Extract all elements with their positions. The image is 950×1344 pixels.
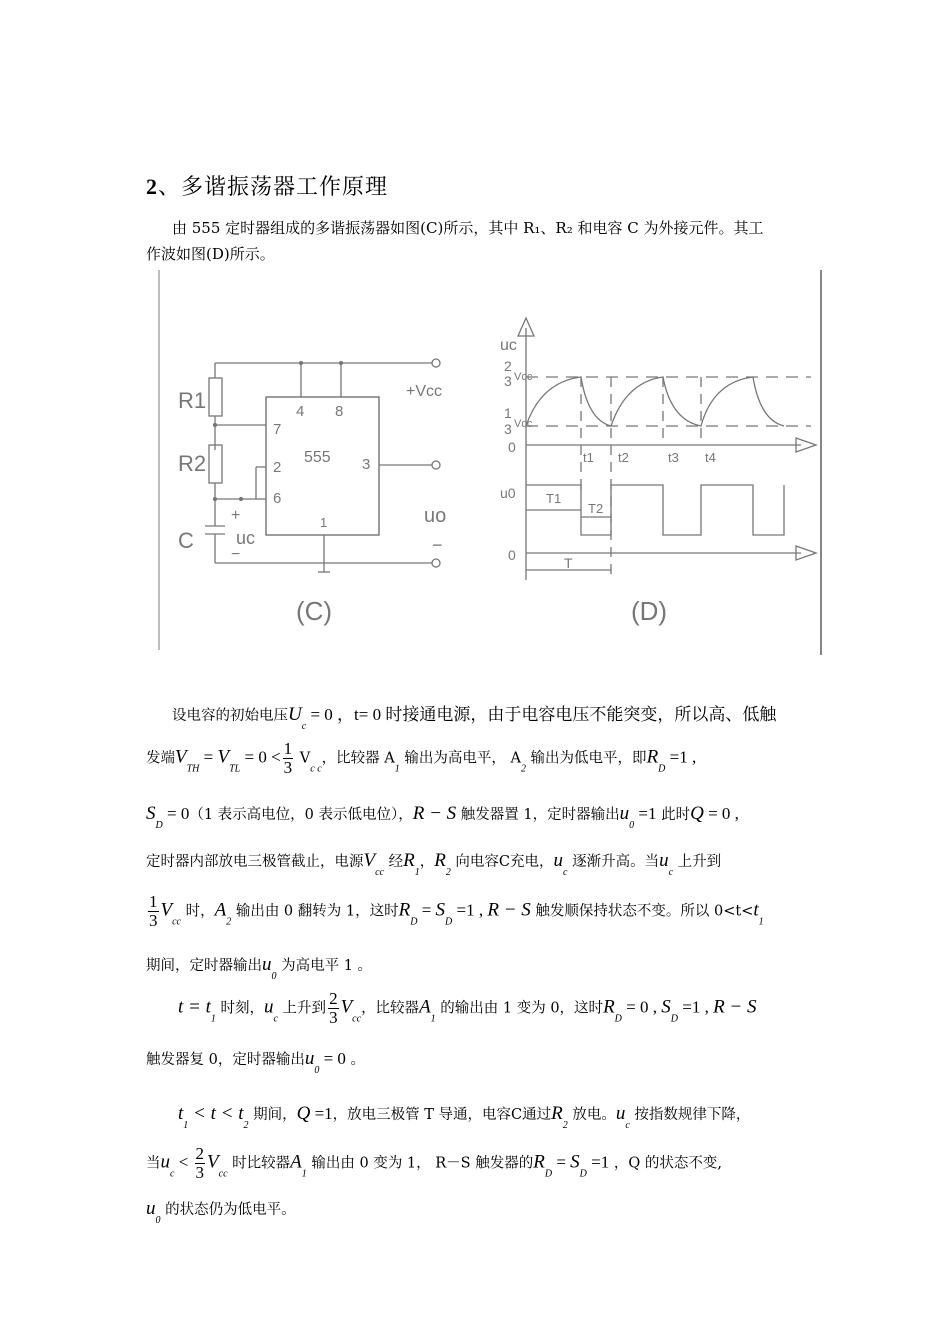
label-t3: t3 [668,450,679,465]
intro-line-2: 作波如图(D)所示。 [146,245,275,263]
body-line-9: $t_1 < t < t_2$ 期间，Q =1，放电三极管 T 导通，电容C通过$R_2$ 放电。$u_c$ 按指数规律下降， [178,1103,751,1131]
pin-6: 6 [273,490,282,507]
label-t1: t1 [583,450,594,465]
label-one: 1 [504,405,512,421]
body-line-8: 触发器复 0，定时器输出$u_0 = 0$ 。 [146,1048,366,1076]
body-line-11: $u_0$ 的状态仍为低电平。 [146,1198,296,1226]
body-line-2: 发端$V_{TH} = V_{TL} = 0$ < $\frac{1}{3}$ $V_{c c}$，比较器 $A_1$ 输出为高电平， $A_2$ 输出为低电平，即$R_D =1$ , [146,739,697,777]
label-zero-2: 0 [508,547,516,563]
label-r2: R2 [178,451,207,476]
body-line-7: $t = t_1$ 时刻，$u_c$ 上升到 $\frac{2}{3}$ $V_{cc}$，比较器$A_1$ 的输出由 1 变为 0，这时$R_D = 0$ , $S_D =1$ , R − S [178,989,757,1027]
intro-line-1: 由 555 定时器组成的多谐振荡器如图(C)所示，其中 R₁、R₂ 和电容 C 为外接元件。其工 [172,219,764,237]
pin-8: 8 [335,403,344,420]
body-line-6: 期间，定时器输出$u_0$ 为高电平 1 。 [146,954,373,982]
resistor-r2 [209,445,222,483]
label-chip-555: 555 [304,449,331,466]
label-uc: uc [236,528,256,548]
body-line-1: 设电容的初始电压$U_c = 0$ ，t= 0 时接通电源，由于电容电压不能突变，所以高、低触 [172,704,777,732]
caption-d: (D) [631,596,668,626]
uc-waveform [526,377,784,426]
label-t4: t4 [705,450,716,465]
pin-4: 4 [296,403,305,420]
pin-1: 1 [320,515,328,530]
section-separator: 、 [158,175,182,200]
label-d-uo: u0 [500,485,516,501]
pin-7: 7 [273,421,282,438]
waveform-labels [500,337,716,626]
pin-2: 2 [273,459,282,476]
caption-c: (C) [296,596,333,626]
label-two: 2 [504,358,512,374]
label-T: T [564,555,573,571]
label-vcc-b: Vcc [514,418,533,430]
vcc-terminal [432,359,440,367]
section-heading [146,170,388,201]
section-title: 多谐振荡器工作原理 [181,175,389,200]
pin-3: 3 [362,456,371,473]
label-T2: T2 [588,501,604,516]
label-zero-1: 0 [508,439,516,455]
label-T1: T1 [546,491,562,506]
label-vcc-a: Vcc [514,371,533,383]
label-r1: R1 [178,388,207,413]
label-plus: + [231,507,241,524]
section-number: 2 [146,174,158,199]
resistor-r1 [209,378,222,416]
body-line-10: 当$u_c$ < $\frac{2}{3}$ $V_{cc}$ 时比较器$A_1$ 输出由 0 变为 1， R－S 触发器的$R_D = S_D =1$ ，Q 的状态不变, [146,1144,722,1182]
label-three-b: 3 [504,421,512,437]
figure-block [156,270,826,660]
label-vcc: +Vcc [406,383,443,400]
label-t2: t2 [618,450,629,465]
label-uo: uo [424,505,447,527]
output-terminal [432,461,440,469]
figure-svg [156,270,826,660]
waveform-diagram [518,318,816,580]
body-line-5: $\frac{1}{3}$ $V_{cc}$ 时，$A_2$ 输出由 0 翻转为 1，这时$R_D = S_D =1$ , R − S 触发顺保持状态不变。所以 $0<t<t_1$ [149,892,764,930]
label-d-uc: uc [500,337,517,354]
label-minus-2: − [432,535,443,555]
label-three-a: 3 [504,373,512,389]
label-minus: − [231,546,241,563]
ground-terminal [432,559,440,567]
body-line-4: 定时器内部放电三极管截止，电源$V_{cc}$ 经$R_1$，$R_2$ 向电容C充电，$u_c$ 逐渐升高。当$u_c$ 上升到 [146,850,722,878]
circuit-labels [178,383,446,626]
label-c: C [178,528,194,553]
body-line-3: $S_D = 0(1$ 表示高电位，0 表示低电位），R − S 触发器置 1，定时器输出$u_0 =1$ 此时Q = 0 , [146,803,739,831]
